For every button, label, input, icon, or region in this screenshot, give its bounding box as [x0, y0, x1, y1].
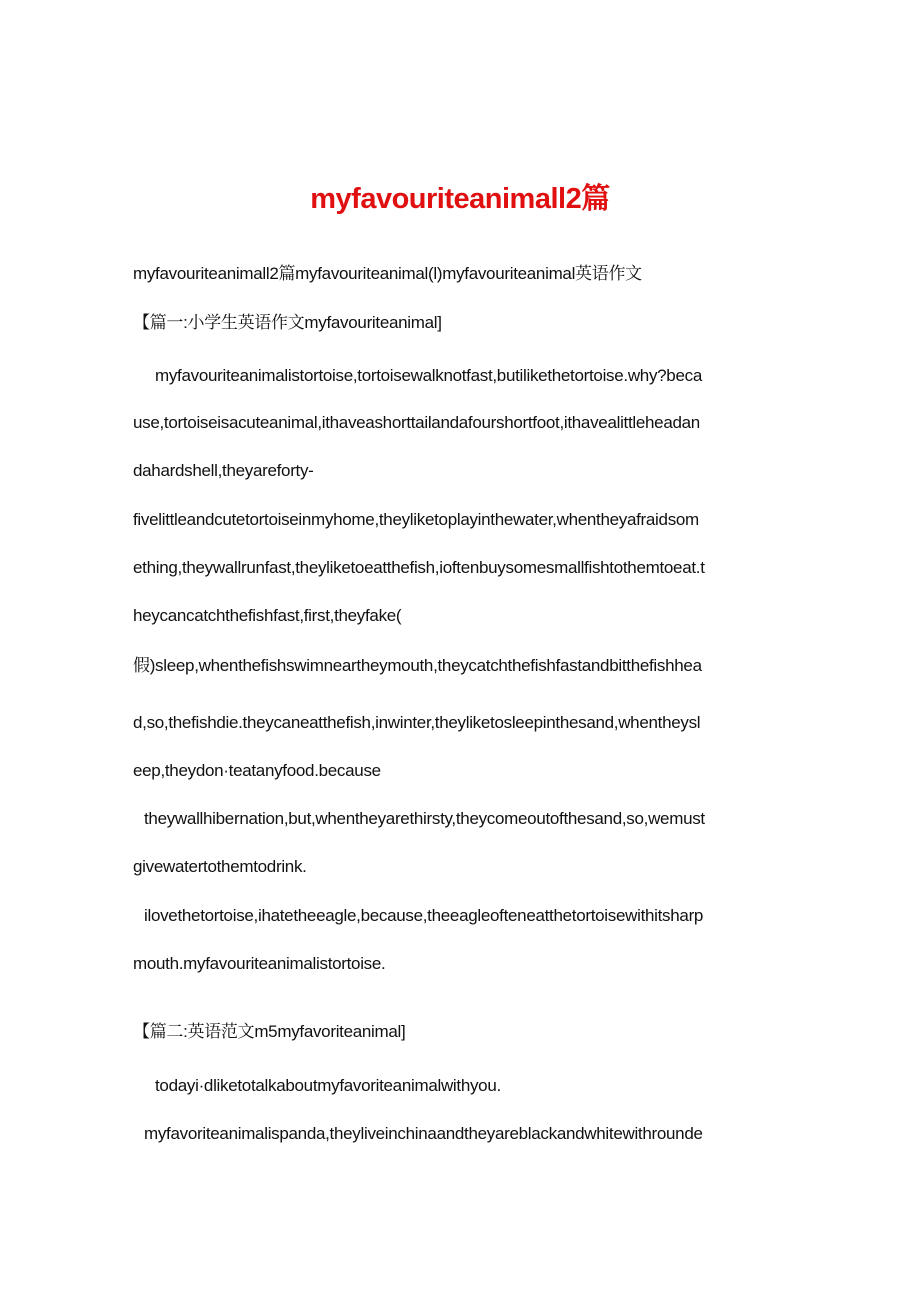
section-1-line-1: myfavouriteanimalistortoise,tortoisewalknotfast,butilikethetortoise.why?beca	[155, 366, 702, 385]
section-1-line-6: heycancatchthefishfast,first,theyfake(	[133, 606, 402, 625]
section-1-line-12: ilovethetortoise,ihatetheeagle,because,theeagleofteneatthetortoisewithitsharp	[144, 906, 704, 925]
section-1-line-3: dahardshell,theyareforty-	[133, 461, 314, 480]
section-1-line-11: givewatertothemtodrink.	[133, 857, 307, 876]
section-2-line-1: todayi·dliketotalkaboutmyfavoriteanimalwithyou.	[155, 1076, 501, 1095]
section-1-line-2: use,tortoiseisacuteanimal,ithaveashorttailandafourshortfoot,ithavealittleheadan	[133, 413, 700, 432]
section-1-line-8: d,so,thefishdie.theycaneatthefish,inwinter,theyliketosleepinthesand,whentheysl	[133, 713, 701, 732]
intro-line: myfavouriteanimall2篇myfavouriteanimal(l)myfavouriteanimal英语作文	[133, 264, 642, 283]
section-1-heading: 【篇一:小学生英语作文myfavouriteanimal]	[133, 313, 442, 332]
section-1-line-4: fivelittleandcutetortoiseinmyhome,theyliketoplayinthewater,whentheyafraidsom	[133, 510, 699, 529]
page-title: myfavouriteanimall2篇	[310, 183, 610, 215]
section-1-line-9: eep,theydon·teatanyfood.because	[133, 761, 381, 780]
section-2-heading: 【篇二:英语范文m5myfavoriteanimal]	[133, 1022, 406, 1041]
section-2-line-2: myfavoriteanimalispanda,theyliveinchinaandtheyareblackandwhitewithrounde	[144, 1124, 703, 1143]
section-1-line-10: theywallhibernation,but,whentheyarethirsty,theycomeoutofthesand,so,wemust	[144, 809, 705, 828]
section-1-line-13: mouth.myfavouriteanimalistortoise.	[133, 954, 386, 973]
section-1-line-7: 假)sleep,whenthefishswimneartheymouth,theycatchthefishfastandbitthefishhea	[133, 656, 702, 675]
section-1-line-5: ething,theywallrunfast,theyliketoeatthefish,ioftenbuysomesmallfishtothemtoeat.t	[133, 558, 705, 577]
